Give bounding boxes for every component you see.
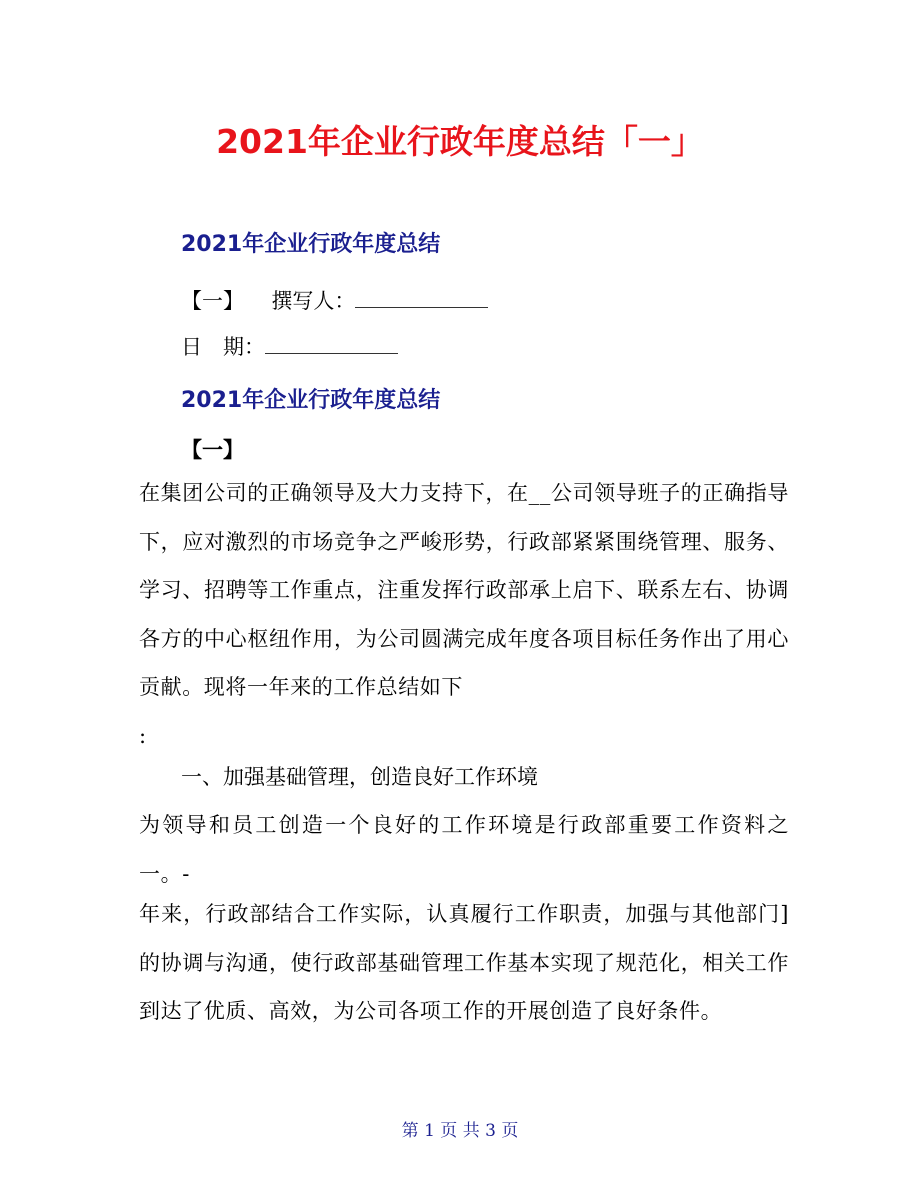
- document-title: 2021年企业行政年度总结「一」: [216, 122, 704, 161]
- date-underline: [265, 335, 398, 354]
- paragraph-intro: [139, 469, 789, 761]
- author-label: 撰写人：: [271, 289, 356, 313]
- section-heading: 2021年企业行政年度总结: [181, 232, 441, 257]
- paragraph-intro-text: 在集团公司的正确领导及大力支持下，在__公司领导班子的正确指导下，应对激烈的市场竞争之严峻形势，行政部紧紧围绕管理、服务、学习、招聘等工作重点，注重发挥行政部承上启下、联系左右、协调各方的中心枢纽作用，为公司圆满完成年度各项目标任务作出了用心贡献。现将一年来的工作总结如下: [139, 481, 789, 700]
- paragraph-intro-tail: :: [139, 723, 147, 748]
- date-field: [181, 331, 398, 361]
- paragraph-environment: 为领导和员工创造一个良好的工作环境是行政部重要工作资料之一。-: [139, 813, 789, 886]
- section-heading-2: 2021年企业行政年度总结: [181, 388, 441, 413]
- bracket-label: 【一】: [181, 289, 244, 313]
- author-underline: [355, 289, 488, 308]
- subheading-basic-management: 一、加强基础管理，创造良好工作环境: [181, 765, 538, 789]
- paragraph-work-summary: 年来，行政部结合工作实际，认真履行工作职责，加强与其他部门]的协调与沟通，使行政部基础管理工作基本实现了规范化，相关工作到达了优质、高效，为公司各项工作的开展创造了良好条件。: [139, 902, 789, 1024]
- page-number: 第 1 页 共 3 页: [401, 1121, 519, 1141]
- author-field: [181, 285, 488, 315]
- date-label: 日 期：: [181, 335, 265, 359]
- section-marker: 【一】: [181, 438, 244, 462]
